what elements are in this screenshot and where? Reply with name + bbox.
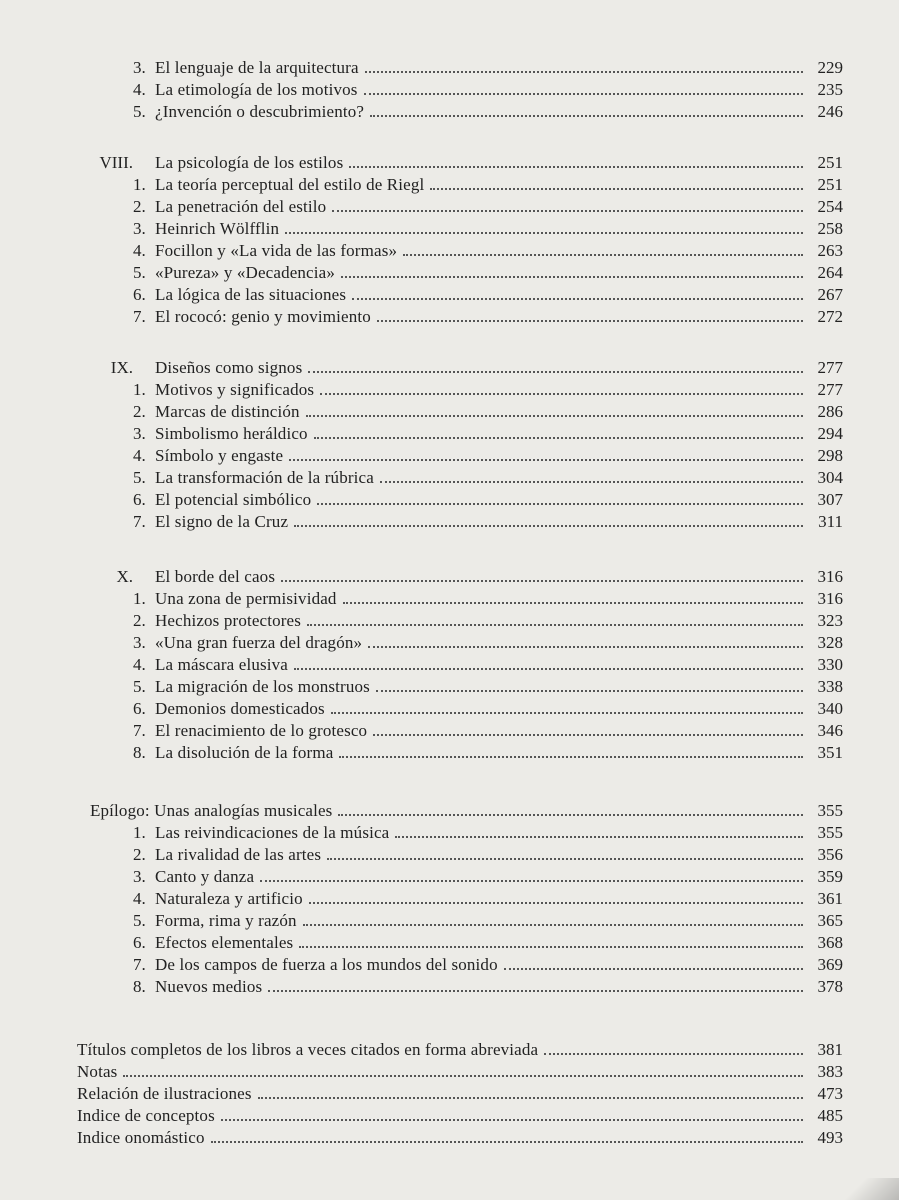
section-entry	[133, 79, 843, 101]
dot-leader	[339, 755, 803, 758]
dot-leader	[294, 667, 803, 670]
section-entry	[133, 588, 843, 610]
dot-leader	[352, 297, 803, 300]
dot-leader	[380, 480, 803, 483]
dot-leader	[221, 1118, 803, 1121]
entry-title: Heinrich Wölfflin	[155, 219, 280, 238]
page-number: 473	[817, 1084, 843, 1103]
dot-leader	[303, 923, 803, 926]
section-number: 6.	[133, 699, 146, 718]
section-entry	[133, 467, 843, 489]
section-number: 1.	[133, 589, 146, 608]
entry-title: Demonios domesticados	[155, 699, 325, 718]
entry-title: Epílogo: Unas analogías musicales	[90, 801, 333, 820]
page-number: 263	[817, 241, 843, 260]
section-entry	[133, 676, 843, 698]
section-number: 7.	[133, 721, 146, 740]
dot-leader	[331, 711, 803, 714]
section-number: 4.	[133, 655, 146, 674]
section-number: 7.	[133, 955, 146, 974]
dot-leader	[343, 601, 803, 604]
page-number: 365	[817, 911, 843, 930]
section-number: 3.	[133, 219, 146, 238]
section-number: 2.	[133, 402, 146, 421]
entry-title: «Una gran fuerza del dragón»	[155, 633, 363, 652]
dot-leader	[309, 901, 803, 904]
entry-title: El signo de la Cruz	[155, 512, 289, 531]
dot-leader	[307, 623, 803, 626]
dot-leader	[370, 114, 803, 117]
dot-leader	[306, 414, 803, 417]
page-number: 286	[817, 402, 843, 421]
page-number: 294	[817, 424, 843, 443]
section-number: 1.	[133, 823, 146, 842]
dot-leader	[373, 733, 803, 736]
entry-title: Focillon y «La vida de las formas»	[155, 241, 398, 260]
chapter-entry	[80, 152, 843, 174]
entry-title: La psicología de los estilos	[155, 153, 344, 172]
page-number: 254	[817, 197, 843, 216]
section-number: 5.	[133, 468, 146, 487]
entry-title: El potencial simbólico	[155, 490, 312, 509]
section-number: 4.	[133, 446, 146, 465]
page-number: 272	[817, 307, 843, 326]
section-entry	[133, 954, 843, 976]
section-number: 7.	[133, 307, 146, 326]
page-number: 311	[818, 512, 843, 531]
page-number: 381	[817, 1040, 843, 1059]
dot-leader	[299, 945, 803, 948]
entry-title: Símbolo y engaste	[155, 446, 284, 465]
section-number: 2.	[133, 611, 146, 630]
dot-leader	[368, 645, 803, 648]
section-entry	[133, 632, 843, 654]
section-number: 6.	[133, 933, 146, 952]
entry-title: La migración de los monstruos	[155, 677, 370, 696]
page-number: 368	[817, 933, 843, 952]
section-number: 2.	[133, 845, 146, 864]
section-number: 3.	[133, 633, 146, 652]
entry-title: Indice de conceptos	[77, 1106, 215, 1125]
entry-title: Forma, rima y razón	[155, 911, 297, 930]
section-entry	[133, 240, 843, 262]
backmatter-entry	[77, 1105, 843, 1127]
entry-title: Marcas de distinción	[155, 402, 300, 421]
entry-title: El lenguaje de la arquitectura	[155, 58, 359, 77]
dot-leader	[395, 835, 803, 838]
section-entry	[133, 423, 843, 445]
section-number: 6.	[133, 285, 146, 304]
page-number: 277	[817, 380, 843, 399]
entry-title: Motivos y significados	[155, 380, 315, 399]
section-entry	[133, 401, 843, 423]
page-number: 328	[817, 633, 843, 652]
section-entry	[133, 844, 843, 866]
dot-leader	[314, 436, 803, 439]
section-entry	[133, 910, 843, 932]
entry-title: La penetración del estilo	[155, 197, 327, 216]
page-number: 340	[817, 699, 843, 718]
dot-leader	[338, 813, 803, 816]
entry-title: Naturaleza y artificio	[155, 889, 303, 908]
dot-leader	[327, 857, 803, 860]
entry-title: La máscara elusiva	[155, 655, 288, 674]
section-number: 1.	[133, 380, 146, 399]
backmatter-entry	[77, 1061, 843, 1083]
section-entry	[133, 174, 843, 196]
page-number: 229	[817, 58, 843, 77]
entry-title: Indice onomástico	[77, 1128, 205, 1147]
section-number: 4.	[133, 241, 146, 260]
dot-leader	[268, 989, 803, 992]
dot-leader	[403, 253, 803, 256]
entry-title: Efectos elementales	[155, 933, 294, 952]
section-number: 3.	[133, 424, 146, 443]
dot-leader	[544, 1052, 803, 1055]
section-entry	[133, 379, 843, 401]
section-number: 5.	[133, 102, 146, 121]
page-number: 235	[817, 80, 843, 99]
backmatter-entry	[77, 1127, 843, 1149]
section-entry	[133, 742, 843, 764]
entry-title: La teoría perceptual del estilo de Riegl	[155, 175, 425, 194]
entry-title: El borde del caos	[155, 567, 276, 586]
page-number: 338	[817, 677, 843, 696]
section-number: 7.	[133, 512, 146, 531]
chapter-number: X.	[116, 567, 133, 586]
entry-title: Hechizos protectores	[155, 611, 302, 630]
page-number: 246	[817, 102, 843, 121]
dot-leader	[365, 70, 803, 73]
section-number: 6.	[133, 490, 146, 509]
page-number: 493	[817, 1128, 843, 1147]
dot-leader	[317, 502, 803, 505]
page-number: 359	[817, 867, 843, 886]
page-number: 356	[817, 845, 843, 864]
section-number: 2.	[133, 197, 146, 216]
section-entry	[133, 822, 843, 844]
dot-leader	[430, 187, 803, 190]
entry-title: Canto y danza	[155, 867, 255, 886]
dot-leader	[258, 1096, 803, 1099]
section-entry	[133, 888, 843, 910]
entry-title: De los campos de fuerza a los mundos del sonido	[155, 955, 498, 974]
page-number: 251	[817, 175, 843, 194]
page-number: 251	[817, 153, 843, 172]
entry-title: Una zona de permisividad	[155, 589, 337, 608]
section-entry	[133, 196, 843, 218]
page-number: 361	[817, 889, 843, 908]
page-number: 383	[817, 1062, 843, 1081]
dot-leader	[285, 231, 803, 234]
section-entry	[133, 654, 843, 676]
page-number: 351	[817, 743, 843, 762]
dot-leader	[211, 1140, 803, 1143]
dot-leader	[341, 275, 803, 278]
page-number: 378	[817, 977, 843, 996]
entry-title: La lógica de las situaciones	[155, 285, 347, 304]
backmatter-entry	[77, 1039, 843, 1061]
page-number: 346	[817, 721, 843, 740]
chapter-number: IX.	[110, 358, 133, 377]
page-corner-shadow	[829, 1178, 899, 1200]
section-entry	[133, 306, 843, 328]
dot-leader	[260, 879, 803, 882]
section-number: 1.	[133, 175, 146, 194]
entry-title: La disolución de la forma	[155, 743, 334, 762]
section-entry	[133, 720, 843, 742]
entry-title: ¿Invención o descubrimiento?	[155, 102, 365, 121]
page-number: 264	[817, 263, 843, 282]
entry-title: La rivalidad de las artes	[155, 845, 322, 864]
section-entry	[133, 445, 843, 467]
entry-title: Las reivindicaciones de la música	[155, 823, 390, 842]
entry-title: La etimología de los motivos	[155, 80, 358, 99]
entry-title: Nuevos medios	[155, 977, 263, 996]
page-number: 369	[817, 955, 843, 974]
section-entry	[133, 284, 843, 306]
page-number: 316	[817, 567, 843, 586]
dot-leader	[376, 689, 803, 692]
page-number: 330	[817, 655, 843, 674]
section-entry	[133, 511, 843, 533]
section-entry	[133, 866, 843, 888]
section-number: 8.	[133, 743, 146, 762]
entry-title: Relación de ilustraciones	[77, 1084, 252, 1103]
page-number: 323	[817, 611, 843, 630]
page-number: 298	[817, 446, 843, 465]
entry-title: Títulos completos de los libros a veces citados en forma abreviada	[77, 1040, 539, 1059]
dot-leader	[364, 92, 803, 95]
entry-title: Diseños como signos	[155, 358, 303, 377]
chapter-number: VIII.	[99, 153, 133, 172]
epilogue-entry	[90, 800, 843, 822]
section-entry	[133, 976, 843, 998]
section-entry	[133, 218, 843, 240]
dot-leader	[281, 579, 803, 582]
dot-leader	[308, 370, 803, 373]
section-entry	[133, 57, 843, 79]
section-entry	[133, 610, 843, 632]
section-entry	[133, 101, 843, 123]
entry-title: La transformación de la rúbrica	[155, 468, 374, 487]
section-number: 3.	[133, 58, 146, 77]
page-number: 304	[817, 468, 843, 487]
entry-title: El renacimiento de lo grotesco	[155, 721, 368, 740]
page-number: 355	[817, 801, 843, 820]
page-number: 307	[817, 490, 843, 509]
page-number: 485	[817, 1106, 843, 1125]
dot-leader	[377, 319, 803, 322]
section-entry	[133, 698, 843, 720]
section-number: 4.	[133, 889, 146, 908]
section-number: 5.	[133, 677, 146, 696]
chapter-entry	[80, 357, 843, 379]
backmatter-entry	[77, 1083, 843, 1105]
dot-leader	[332, 209, 803, 212]
page-number: 355	[817, 823, 843, 842]
page-number: 258	[817, 219, 843, 238]
entry-title: Simbolismo heráldico	[155, 424, 308, 443]
entry-title: El rococó: genio y movimiento	[155, 307, 371, 326]
page-number: 277	[817, 358, 843, 377]
dot-leader	[123, 1074, 803, 1077]
dot-leader	[289, 458, 803, 461]
section-entry	[133, 262, 843, 284]
section-entry	[133, 932, 843, 954]
section-number: 5.	[133, 911, 146, 930]
dot-leader	[349, 165, 803, 168]
chapter-entry	[80, 566, 843, 588]
page-number: 267	[817, 285, 843, 304]
section-number: 3.	[133, 867, 146, 886]
section-number: 4.	[133, 80, 146, 99]
section-number: 8.	[133, 977, 146, 996]
section-entry	[133, 489, 843, 511]
dot-leader	[294, 524, 803, 527]
entry-title: «Pureza» y «Decadencia»	[155, 263, 335, 282]
dot-leader	[320, 392, 803, 395]
section-number: 5.	[133, 263, 146, 282]
page-number: 316	[817, 589, 843, 608]
entry-title: Notas	[77, 1062, 118, 1081]
dot-leader	[504, 967, 803, 970]
